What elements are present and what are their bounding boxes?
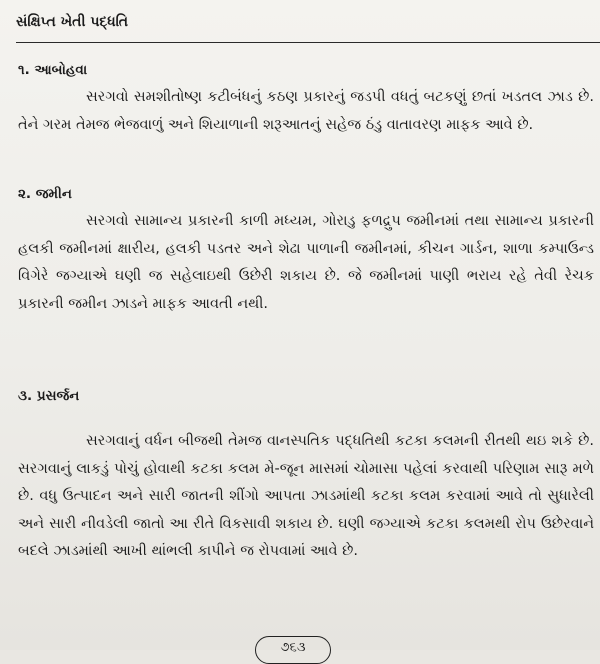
section-text-climate: સરગવો સમશીતોષ્ણ કટીબંધનું કઠણ પ્રકારનું જડપી વધતું બટકણું છતાં ખડતલ ઝાડ છે. તેને ગરમ તેમજ ભેજવાળું અને શિયાળાની શરૂઆતનું સહેજ ઠંડુ વાતાવરણ માફક આવે છે. bbox=[18, 89, 594, 133]
section-body-climate bbox=[18, 84, 594, 139]
section-body-soil bbox=[18, 208, 594, 318]
section-heading-climate: ૧. આબોહવા bbox=[18, 62, 88, 78]
page-number: ૭૬૩ bbox=[255, 636, 331, 664]
section-heading-soil: ૨. જમીન bbox=[18, 186, 72, 202]
title-divider bbox=[16, 42, 600, 43]
section-body-propagation bbox=[18, 428, 594, 566]
section-text-propagation: સરગવાનું વર્ધન બીજથી તેમજ વાનસ્પતિક પદ્ધતિથી કટકા કલમની રીતથી થઇ શકે છે. સરગવાનું લાકડું પોચું હોવાથી કટકા કલમ મે-જૂન માસમાં ચોમાસા પહેલાં કરવાથી પરિણામ સારૂ મળે છે. વધુ ઉત્પાદન અને સારી જાતની શીંગો આપતા ઝાડમાંથી કટકા કલમ કરવામાં આવે તો સુધારેલી અને સારી નીવડેલી જાતો આ રીતે વિકસાવી શકાય છે. ઘણી જગ્યાએ કટકા કલમથી રોપ ઉછેરવાને બદલે ઝાડમાંથી આખી થાંભલી કાપીને જ રોપવામાં આવે છે. bbox=[18, 433, 594, 559]
section-text-soil: સરગવો સામાન્ય પ્રકારની કાળી મધ્યમ, ગોરાડુ ફળદ્રુપ જમીનમાં તથા સામાન્ય પ્રકારની હલકી જમીનમાં ક્ષારીય, હલકી પડતર અને શેઢા પાળાની જમીનમાં, કીચન ગાર્ડન, શાળા કમ્પાઉન્ડ વિગેરે જગ્યાએ ઘણી જ સહેલાઇથી ઉછેરી શકાય છે. જે જમીનમાં પાણી ભરાય રહે તેવી રેચક પ્રકારની જમીન ઝાડને માફક આવતી નથી. bbox=[18, 213, 594, 312]
page-title: સંક્ષિપ્ત ખેતી પદ્ધતિ bbox=[16, 14, 129, 30]
section-heading-propagation: ૩. પ્રસર્જન bbox=[18, 388, 80, 404]
